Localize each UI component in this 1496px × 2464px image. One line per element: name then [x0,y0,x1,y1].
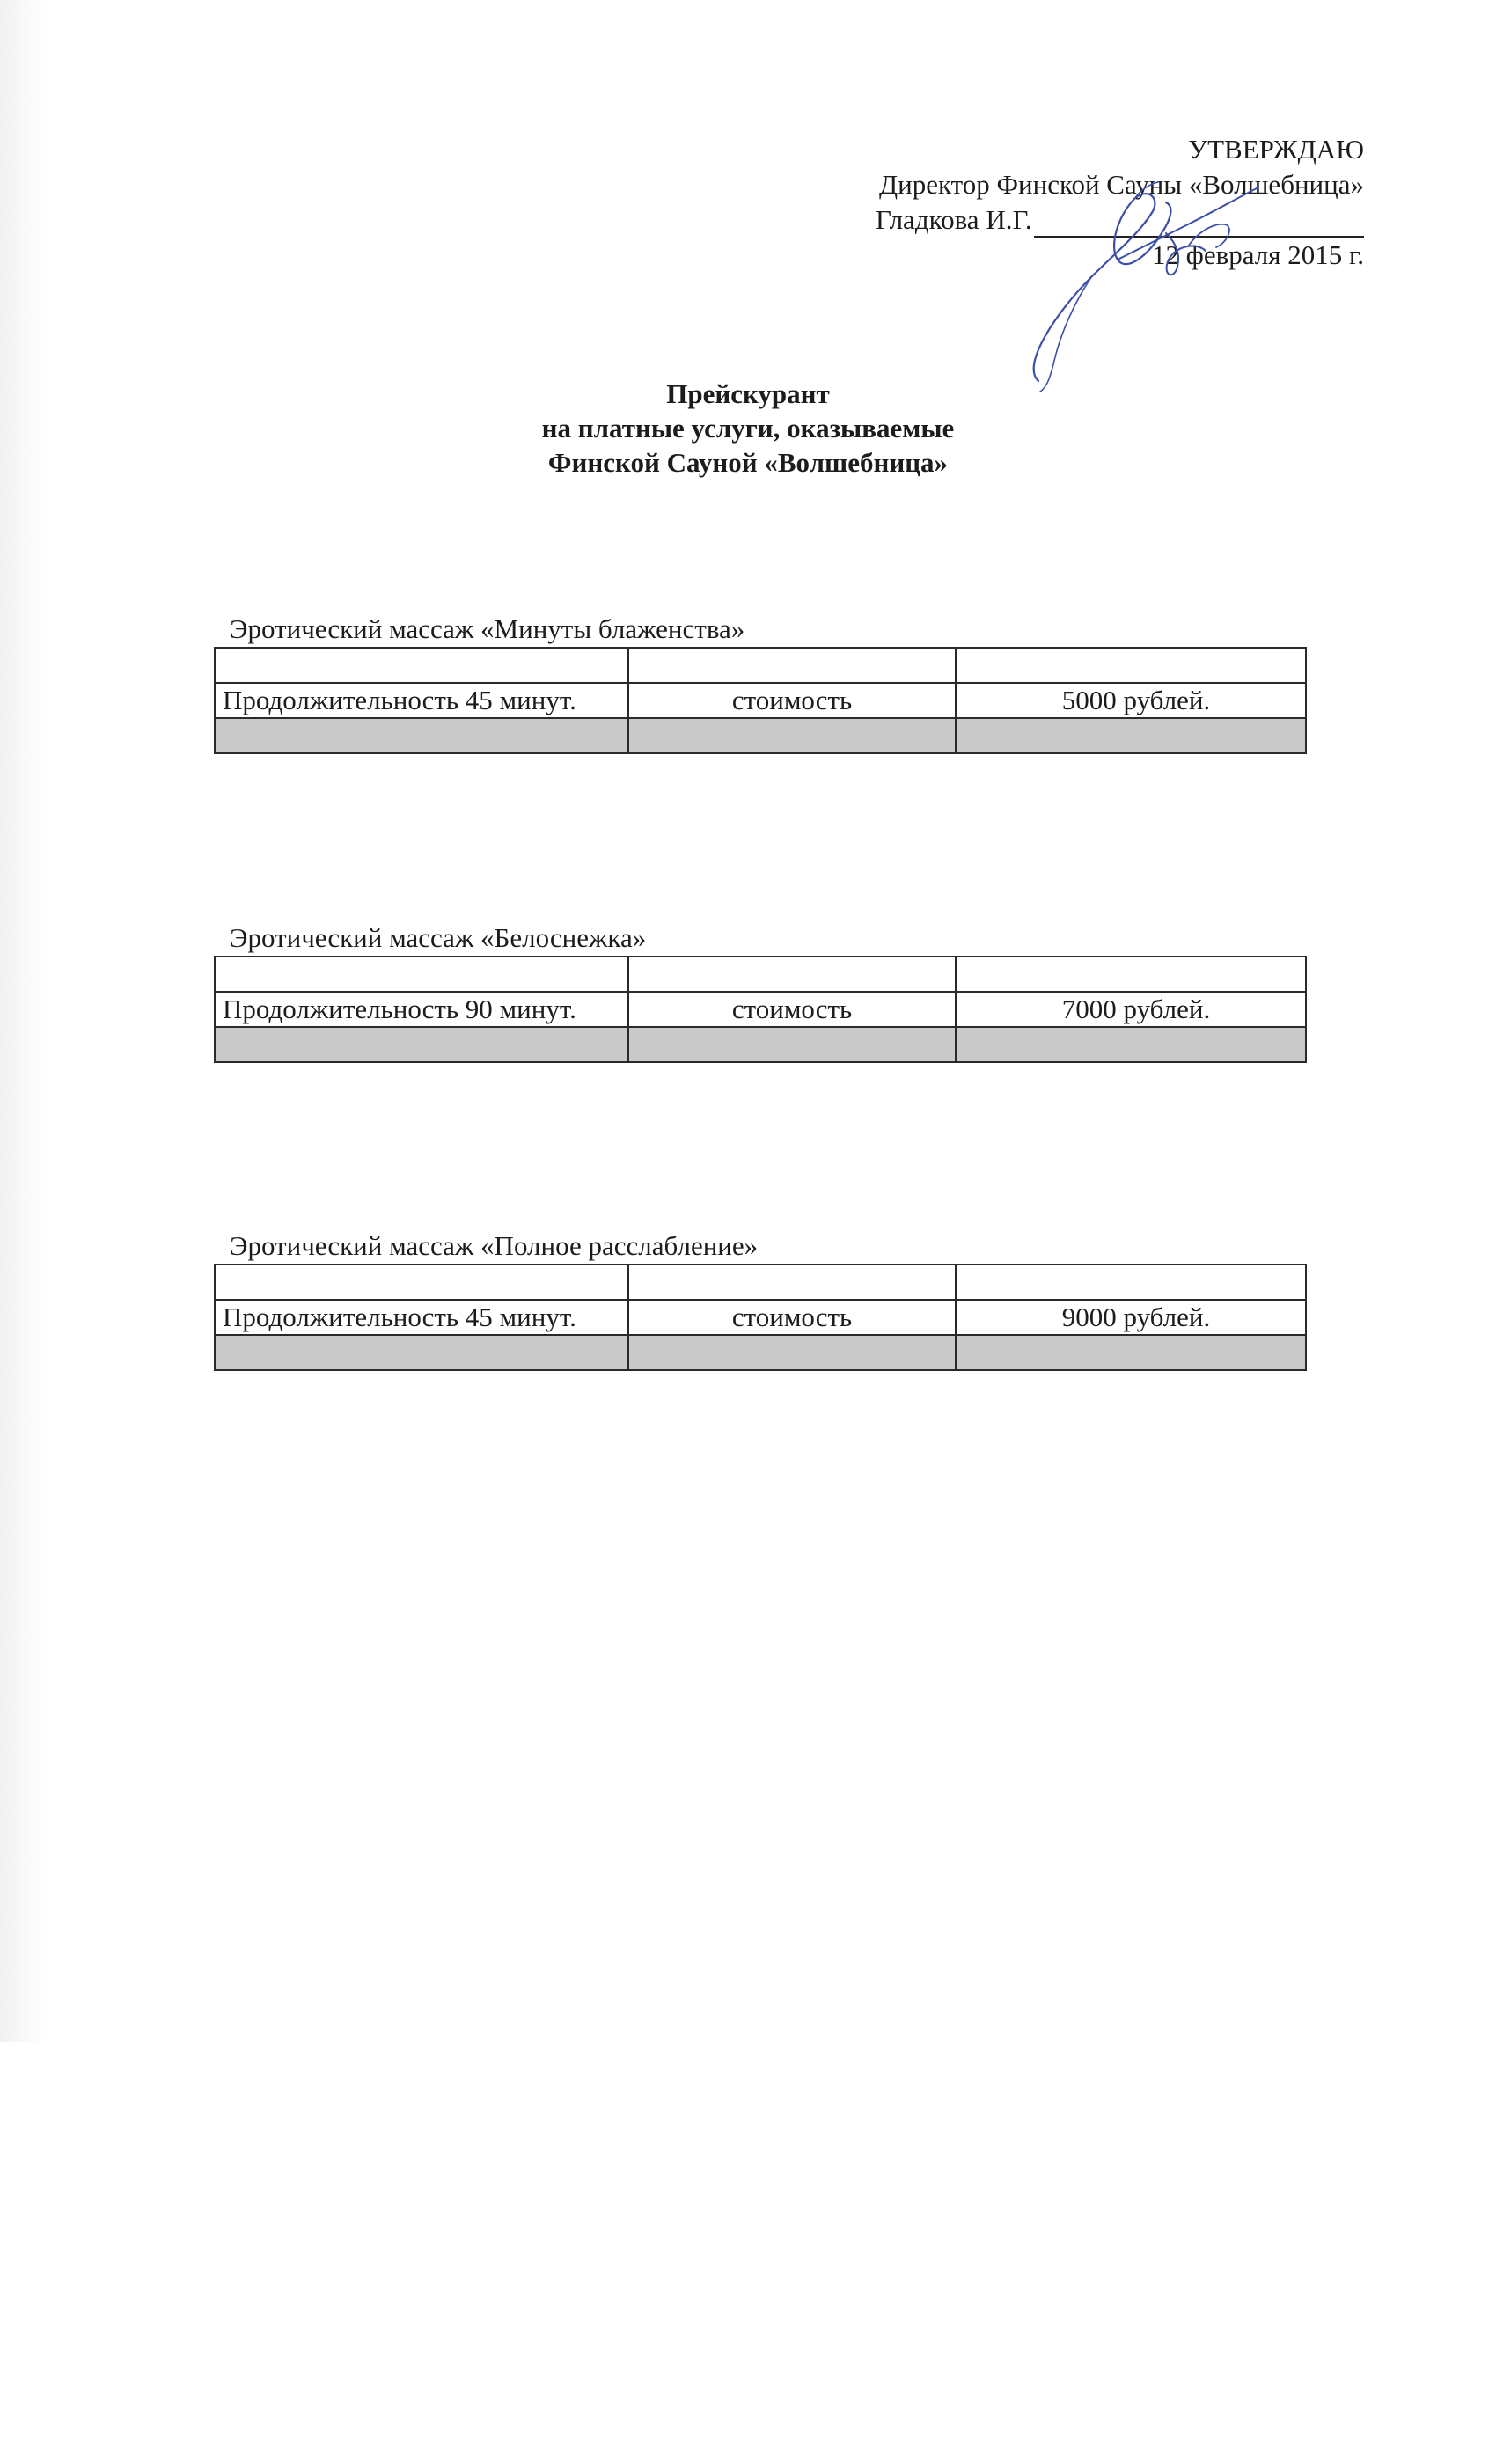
service-title: Эротический массаж «Минуты блаженства» [230,613,745,644]
approval-name: Гладкова И.Г. [876,204,1032,235]
approval-date: 12 февраля 2015 г. [1152,239,1364,270]
table-row [215,1300,1306,1335]
price-table [214,956,1307,1063]
price-cell: 9000 рублей. [956,1300,1306,1335]
title-line-1: Прейскурант [666,378,830,409]
table-cell [215,1027,628,1062]
table-row-shaded [215,1335,1306,1370]
table-cell [956,1027,1306,1062]
table-row-empty [215,648,1306,683]
duration-cell: Продолжительность 45 минут. [215,683,628,718]
table-cell [215,1265,628,1300]
table-cell [215,718,628,753]
table-cell [956,1335,1306,1370]
price-table [214,1264,1307,1371]
approval-heading: УТВЕРЖДАЮ [1188,134,1364,165]
price-table [214,647,1307,754]
price-cell: 5000 рублей. [956,683,1306,718]
title-line-3: Финской Сауной «Волшебница» [547,447,949,478]
table-cell [956,1265,1306,1300]
cost-label-cell: стоимость [628,683,956,718]
duration-cell: Продолжительность 45 минут. [215,1300,628,1335]
table-cell [628,1265,956,1300]
table-cell [956,648,1306,683]
cost-label-cell: стоимость [628,992,956,1027]
table-cell [628,1027,956,1062]
handwritten-signature [986,172,1276,400]
document-title [0,377,1496,480]
duration-cell: Продолжительность 90 минут. [215,992,628,1027]
service-title: Эротический массаж «Полное расслабление» [230,1230,759,1261]
table-cell [956,718,1306,753]
table-row [215,992,1306,1027]
title-line-2: на платные услуги, оказываемые [541,413,955,444]
table-cell [628,1335,956,1370]
table-cell [215,1335,628,1370]
table-row-empty [215,1265,1306,1300]
table-row-shaded [215,1027,1306,1062]
cost-label-cell: стоимость [628,1300,956,1335]
table-cell [628,648,956,683]
table-cell [628,957,956,992]
table-cell [215,648,628,683]
service-block-2 [214,922,1305,1063]
table-cell [215,957,628,992]
table-cell [628,718,956,753]
service-block-3 [214,1230,1305,1371]
approval-position: Директор Финской Сауны «Волшебница» [879,169,1364,200]
table-row [215,683,1306,718]
table-row-empty [215,957,1306,992]
price-cell: 7000 рублей. [956,992,1306,1027]
scan-shadow [0,0,46,2042]
service-block-1 [214,613,1305,754]
service-title: Эротический массаж «Белоснежка» [230,922,647,953]
table-row-shaded [215,718,1306,753]
table-cell [956,957,1306,992]
lower-blank-area [0,2042,1496,2464]
